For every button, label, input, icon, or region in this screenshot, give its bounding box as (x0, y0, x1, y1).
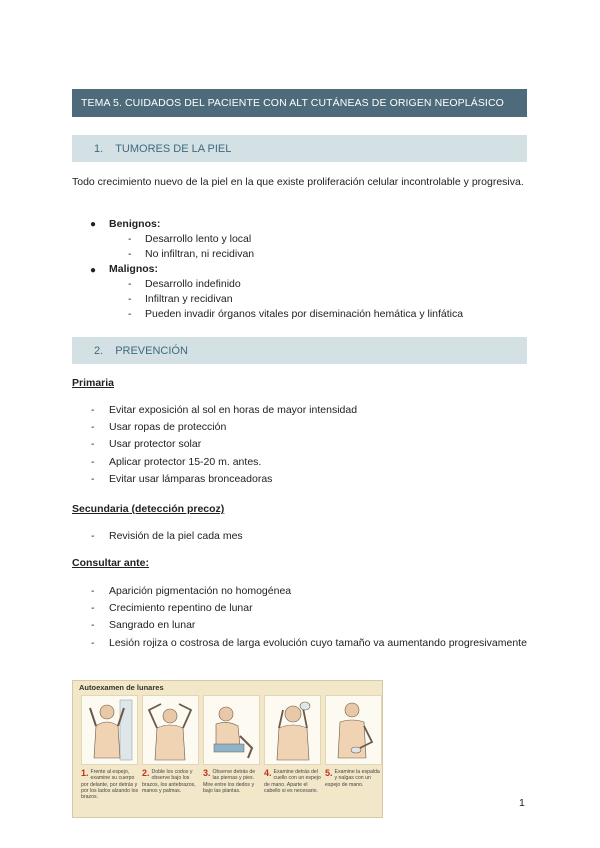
list-item: No infiltran, ni recidivan (145, 248, 255, 260)
dash-icon: - (128, 278, 132, 290)
step-2-image (142, 695, 199, 765)
section-title: TUMORES DE LA PIEL (115, 142, 232, 155)
section-title: PREVENCIÓN (115, 344, 188, 357)
self-exam-illustration (72, 680, 383, 818)
dash-icon: - (91, 438, 95, 450)
step-text: Observe detrás de las piernas y pies. Mire entre los dedos y bajo las plantas. (203, 769, 256, 794)
subheading-secundaria: Secundaria (detección precoz) (72, 503, 225, 515)
dash-icon: - (91, 530, 95, 542)
step-5-image (325, 695, 382, 765)
step-text: Examine detrás del cuello con un espejo de mano. Aparte el cabello si es necesario. (264, 769, 321, 794)
page-number: 1 (519, 797, 525, 809)
step-3-image (203, 695, 260, 765)
dash-icon: - (91, 421, 95, 433)
list-item: Evitar exposición al sol en horas de mayor intensidad (109, 404, 358, 416)
step-text: Frente al espejo, examine su cuerpo por delante, por detrás y por los lados alzando los brazos. (81, 769, 139, 801)
dash-icon: - (128, 293, 132, 305)
step-number: 2. (142, 768, 150, 778)
dash-icon: - (91, 637, 95, 649)
section-heading-prevencion (72, 337, 527, 364)
intro-paragraph: Todo crecimiento nuevo de la piel en la que existe proliferación celular incontrolable y progresiva. (72, 176, 524, 188)
list-item: Crecimiento repentino de lunar (109, 602, 253, 614)
step-text: Examine la espalda y nalgas con un espejo de mano. (325, 769, 380, 788)
step-number: 5. (325, 768, 333, 778)
dash-icon: - (91, 619, 95, 631)
step-number: 4. (264, 768, 272, 778)
list-item: Sangrado en lunar (109, 619, 196, 631)
group-label-benignos: Benignos: (109, 218, 161, 230)
section-number: 2. (94, 344, 104, 357)
dash-icon: - (91, 602, 95, 614)
bullet-icon: ● (90, 265, 97, 276)
list-item: Revisión de la piel cada mes (109, 530, 243, 542)
document-title: TEMA 5. CUIDADOS DEL PACIENTE CON ALT CUTÁNEAS DE ORIGEN NEOPLÁSICO (72, 89, 527, 117)
subheading-primaria: Primaria (72, 377, 115, 389)
step-2-caption (142, 769, 200, 794)
step-1-caption (81, 769, 139, 800)
list-item: Desarrollo indefinido (145, 278, 241, 290)
subheading-consultar: Consultar ante: (72, 557, 150, 569)
step-1-image (81, 695, 138, 765)
step-number: 3. (203, 768, 211, 778)
step-text: Doble los codos y observe bajo los brazos, los antebrazos, manos y palmas. (142, 769, 196, 794)
list-item: Aparición pigmentación no homogénea (109, 585, 292, 597)
step-4-image (264, 695, 321, 765)
list-item: Aplicar protector 15-20 m. antes. (109, 456, 262, 468)
section-number: 1. (94, 142, 104, 155)
dash-icon: - (91, 456, 95, 468)
section-heading-tumores (72, 135, 527, 162)
list-item: Usar protector solar (109, 438, 202, 450)
step-3-caption (203, 769, 261, 794)
step-4-caption (264, 769, 322, 794)
dash-icon: - (91, 404, 95, 416)
dash-icon: - (128, 233, 132, 245)
group-label-malignos: Malignos: (109, 263, 158, 275)
list-item: Infiltran y recidivan (145, 293, 233, 305)
dash-icon: - (128, 308, 132, 320)
dash-icon: - (91, 473, 95, 485)
list-item: Lesión rojiza o costrosa de larga evolución cuyo tamaño va aumentando progresivamente (109, 637, 527, 649)
step-number: 1. (81, 768, 89, 778)
step-5-caption (325, 769, 383, 788)
dash-icon: - (91, 585, 95, 597)
list-item: Usar ropas de protección (109, 421, 227, 433)
list-item: Evitar usar lámparas bronceadoras (109, 473, 273, 485)
list-item: Desarrollo lento y local (145, 233, 252, 245)
list-item: Pueden invadir órganos vitales por diseminación hemática y linfática (145, 308, 464, 320)
figure-title: Autoexamen de lunares (79, 683, 164, 692)
dash-icon: - (128, 248, 132, 260)
bullet-icon: ● (90, 219, 97, 230)
